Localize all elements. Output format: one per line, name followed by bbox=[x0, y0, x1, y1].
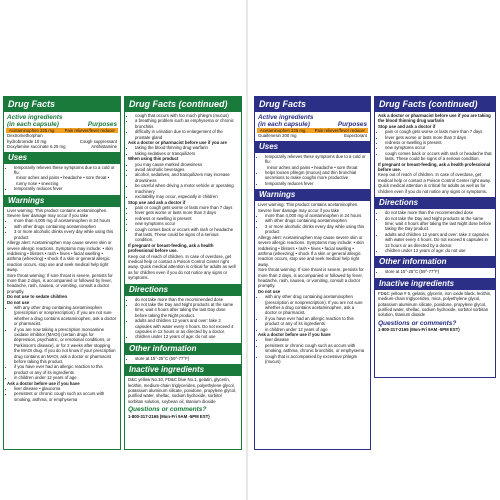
active-ingredients-header: Active ingredients (in each capsule) Purposes bbox=[7, 114, 117, 128]
section-uses: Uses bbox=[4, 152, 120, 164]
section-inactive-ingredients: Inactive ingredients bbox=[125, 364, 241, 376]
section-uses: Uses bbox=[255, 141, 370, 153]
green-drug-facts-panel bbox=[3, 96, 121, 450]
ingredient-row-highlighted: Acetaminophen 325 mg Pain reliever/fever reducer bbox=[257, 128, 368, 133]
phone-number: 1-800-317-2165 (Mon-Fri 9AM -5PM EST) bbox=[378, 327, 460, 333]
panel-title: Drug Facts bbox=[4, 97, 120, 112]
directions-text: • do not take more than the recommended dose • do not take the Day and Night products at the same time; wait 4 hours after taking the last Day dose before taking the Night product. • adults and children 12 years and over: take 2 capsules with water every 4 hours. Do not exceed 4 capsules in 12 hours or as directed by a doctor. • children under 12 years of age: do not use bbox=[125, 296, 241, 341]
section-directions: Directions bbox=[375, 197, 495, 209]
section-directions: Directions bbox=[125, 284, 241, 296]
questions-heading: Questions or comments? bbox=[128, 406, 207, 414]
phone-number: 1-800-317-2165 (Mon-Fri 9AM -5PM EST) bbox=[128, 413, 210, 419]
ingredient-row: hydrobromide 10 mg Cough suppressant bbox=[7, 138, 117, 144]
ingredient-row: Guaifenesin 200 mg Expectorant bbox=[258, 133, 367, 139]
warnings-text: Liver warning: This product contains acetaminophen. Severe liver damage may occur if you take • more than 4,000 mg of acetaminophen in 24 hours • with other drugs containing acetaminophen • 3 or more alcoholic drinks every day while using this product Allergy alert: Acetaminophen may cause severe skin or severe allergic reactions. Symptoms may include: • skin reddening • blisters • rash • hives • facial swelling • asthma (wheezing) • shock If a skin or general allergic reaction occurs, stop use and seek medical help right away. Sore throat warning: If sore throat is severe, persists for more than 2 days, is accompanied or followed by fever, headache, rash, nausea, or vomiting, consult a doctor promptly. Do not use to sedate children Do not use • with any other drug containing acetaminophen (prescription or nonprescription). If you are not sure whether a drug contains acetaminophen, ask a doctor or pharmacist. • if you are now taking a prescription monoamine oxidase inhibitor (MAOI) (certain drugs for depression, psychiatric, or emotional conditions, or Parkinson's disease), or for 2 weeks after stopping the MAOI drug. If you do not know if your prescription drug contains an MAOI, ask a doctor or pharmacist before taking this product. • if you have ever had an allergic reaction to this product or any of its ingredients • in children under 12 years of age Ask a doctor before use if you have • liver disease • glaucoma • persistent or chronic cough such as occurs with smoking, asthma, or emphysema bbox=[4, 207, 120, 404]
section-other-information: Other information bbox=[125, 343, 241, 355]
section-inactive-ingredients: Inactive ingredients bbox=[375, 278, 495, 290]
ingredient-row-highlighted: Acetaminophen 325 mg Pain reliever/fever reducer bbox=[6, 128, 118, 133]
panel-title: Drug Facts bbox=[255, 97, 370, 112]
section-warnings: Warnings bbox=[4, 195, 120, 207]
active-ingredients-header: Active ingredients (in each capsule) Purposes bbox=[258, 114, 367, 128]
label-divider bbox=[246, 0, 248, 500]
continued-text: • cough that occurs with too much phlegm (mucus) • a breathing problem such as emphysema or chronic bronchitis • difficulty in urination due to enlargement of the prostate gland Ask a doctor or pharmacist before use if you are • taking the blood thinning drug warfarin • taking sedatives or tranquilizers When using this product • you may cause marked drowsiness • avoid alcoholic beverages • alcohol, sedatives, and tranquilizers may increase drowsiness • be careful when driving a motor vehicle or operating machinery • excitability may occur, especially in children Stop use and ask a doctor if • pain or cough gets worse or lasts more than 7 days • fever gets worse or lasts more than 3 days • redness or swelling is present • new symptoms occur • cough comes back or occurs with rash or headache that lasts. These could be signs of a serious condition. If pregnant or breast-feeding, ask a health professional before use. Keep out of reach of children. In case of overdose, get medical help or contact a Poison Control Center right away. Quick medical attention is critical for adults as well as for children even if you do not notice any signs or symptoms. bbox=[125, 112, 241, 282]
warnings-text: Liver warning: This product contains acetaminophen. Severe liver damage may occur if you take • more than 4,000 mg of acetaminophen in 24 hours • with other drugs containing acetaminophen • 3 or more alcoholic drinks every day while using this product Allergy alert: Acetaminophen may cause severe skin or severe allergic reactions. Symptoms may include: • skin reddening • blisters • rash • hives • facial swelling • asthma (wheezing) • shock If a skin or general allergic reaction occurs, stop use and seek medical help right away. Sore throat warning: If sore throat is severe, persists for more than 2 days, is accompanied or followed by fever, headache, rash, nausea, or vomiting, consult a doctor promptly. Do not use • with any other drug containing acetaminophen (prescription or nonprescription). If you are not sure whether a drug contains acetaminophen, ask a doctor or pharmacist. • if you have ever had an allergic reaction to this product or any of its ingredients • in children under 12 years of age Ask a doctor before use if you have • liver disease • persistent or chronic cough such as occurs with smoking, asthma, chronic bronchitis, or emphysema • cough that is accompanied by excessive phlegm (mucus) bbox=[255, 201, 370, 365]
inactive-text: FD&C yellow # 6, gelatin, glycerin, iron oxide black, lecithin, medium-chain triglycerides, mica, polyethylene glycol, potassium aluminum silicate, povidone, propylene glycol, purified water, shellac, sodium hydroxide, sorbitol sorbitan solution, titanium dioxide bbox=[378, 290, 492, 318]
ingredient-row: Doxylamine succinate 6.25 mg Antihistamine bbox=[7, 144, 117, 150]
blue-drug-facts-panel bbox=[254, 96, 371, 450]
inactive-text: D&C yellow No.10, FD&C blue No.1, gelatin, glycerin, lecithin, medium-chain triglycerides, polyethylene glycol, potassium aluminum silicate, povidone, propylene glycol, purified water, shellac, sodium hydroxide, sorbitol sorbitan solution, soybean oil, titanium dioxide bbox=[128, 377, 237, 404]
green-drug-facts-continued-panel: Drug Facts (continued) • cough that occurs with too much phlegm (mucus) • a breathing problem such as emphysema or chronic bronchitis • difficulty in urination due to enlargement of the prostate gland Ask a doctor or pharmacist before use if you are • taking the blood thinning drug warfarin • taking sedatives or tranquilizers When using this product • you may cause marked drowsiness • avoid alcoholic beverages • alcohol, sedatives, and tranquilizers may increase drowsiness • be careful when driving a motor vehicle or operating machinery • excitability may occur, especially in children Stop use and ask a doctor if • pain or cough gets worse or lasts more than 7 days • fever gets worse or lasts more than 3 days • redness or swelling is present • new symptoms occur • cough comes back or occurs with rash or headache that lasts. These could be signs of a serious condition. If pregnant or breast-feeding, ask a health professional before use. Keep out of reach of children. In case of overdose, get medical help or contact a Poison Control Center right away. Quick medical attention is critical for adults as well as for children even if you do not notice any signs or symptoms. Directions • do not take more than the recommended dose • do not take the Day and Night products at the same time; wait 4 hours after taking the last Day dose before taking the Night product. • adults and children 12 years and over: take 2 capsules with water every 4 hours. Do not exceed 4 capsules in 12 hours or as directed by a doctor. • children under 12 years of age: do not use Other information • store at 15°-25°C (59°-77°F) Inactive ingredients D&C yellow No.10, FD&C blue No.1, gelatin, glycerin, lecithin, medium-chain triglycerides, polyethylene glycol, potassium aluminum silicate, povidone, propylene glycol, purified water, shellac, sodium hydroxide, sorbitol sorbitan solution, soybean oil, titanium dioxide Questions or comments? 1-800-317-2165 (Mon-Fri 9AM -5PM EST) bbox=[124, 96, 242, 450]
uses-text: • temporarily relieves these symptoms due to a cold or flu: minor aches and pains • headache • sore throat • helps loosen phlegm (mucus) and thin bronchial secretions to make coughs more productive • temporarily reduces fever bbox=[255, 153, 370, 187]
ingredient-row: Dextromethorphan bbox=[7, 133, 43, 139]
continued-text: Ask a doctor or pharmacist before use if you are taking the blood thinning drug warfarin Stop use and ask a doctor if • pain or cough gets worse or lasts more than 7 days • fever gets worse or lasts more than 3 days • redness or swelling is present • new symptoms occur • cough comes back or occurs with rash or headache that lasts. These could be signs of a serious condition. If pregnant or breast-feeding, ask a health professional before use. Keep out of reach of children. In case of overdose, get medical help or contact a Poison Control Center right away. Quick medical attention is critical for adults as well as for children even if you do not notice any signs or symptoms. bbox=[375, 112, 495, 195]
section-warnings: Warnings bbox=[255, 189, 370, 201]
panel-title: Drug Facts (continued) bbox=[125, 97, 241, 112]
directions-text: • do not take more than the recommended dose • do not take the Day and Night products at the same time; wait 4 hours after taking the last Night dose before taking the Day product. • adults and children 12 years and over: take 2 capsules with water every 4 hours. Do not exceed 6 capsules in 12 hours or as directed by a doctor. • children under 12 years of age: do not use bbox=[375, 209, 495, 254]
blue-drug-facts-continued-panel: Drug Facts (continued) Ask a doctor or pharmacist before use if you are taking the blood thinning drug warfarin Stop use and ask a doctor if • pain or cough gets worse or lasts more than 7 days • fever gets worse or lasts more than 3 days • redness or swelling is present • new symptoms occur • cough comes back or occurs with rash or headache that lasts. These could be signs of a serious condition. If pregnant or breast-feeding, ask a health professional before use. Keep out of reach of children. In case of overdose, get medical help or contact a Poison Control Center right away. Quick medical attention is critical for adults as well as for children even if you do not notice any signs or symptoms. Directions • do not take more than the recommended dose • do not take the Day and Night products at the same time; wait 4 hours after taking the last Night dose before taking the Day product. • adults and children 12 years and over: take 2 capsules with water every 4 hours. Do not exceed 6 capsules in 12 hours or as directed by a doctor. • children under 12 years of age: do not use Other information • store at 15°-25°C (59°-77°F) Inactive ingredients FD&C yellow # 6, gelatin, glycerin, iron oxide black, lecithin, medium-chain triglycerides, mica, polyethylene glycol, potassium aluminum silicate, povidone, propylene glycol, purified water, shellac, sodium hydroxide, sorbitol sorbitan solution, titanium dioxide Questions or comments? 1-800-317-2165 (Mon-Fri 9AM -5PM EST) bbox=[374, 96, 496, 378]
panel-title: Drug Facts (continued) bbox=[375, 97, 495, 112]
section-other-information: Other information bbox=[375, 256, 495, 268]
questions-heading: Questions or comments? bbox=[378, 319, 457, 327]
uses-text: • temporarily relieves these symptoms due to a cold or flu: minor aches and pains • headache • sore throat • runny nose • sneezing • temporarily reduces fever bbox=[4, 164, 120, 193]
